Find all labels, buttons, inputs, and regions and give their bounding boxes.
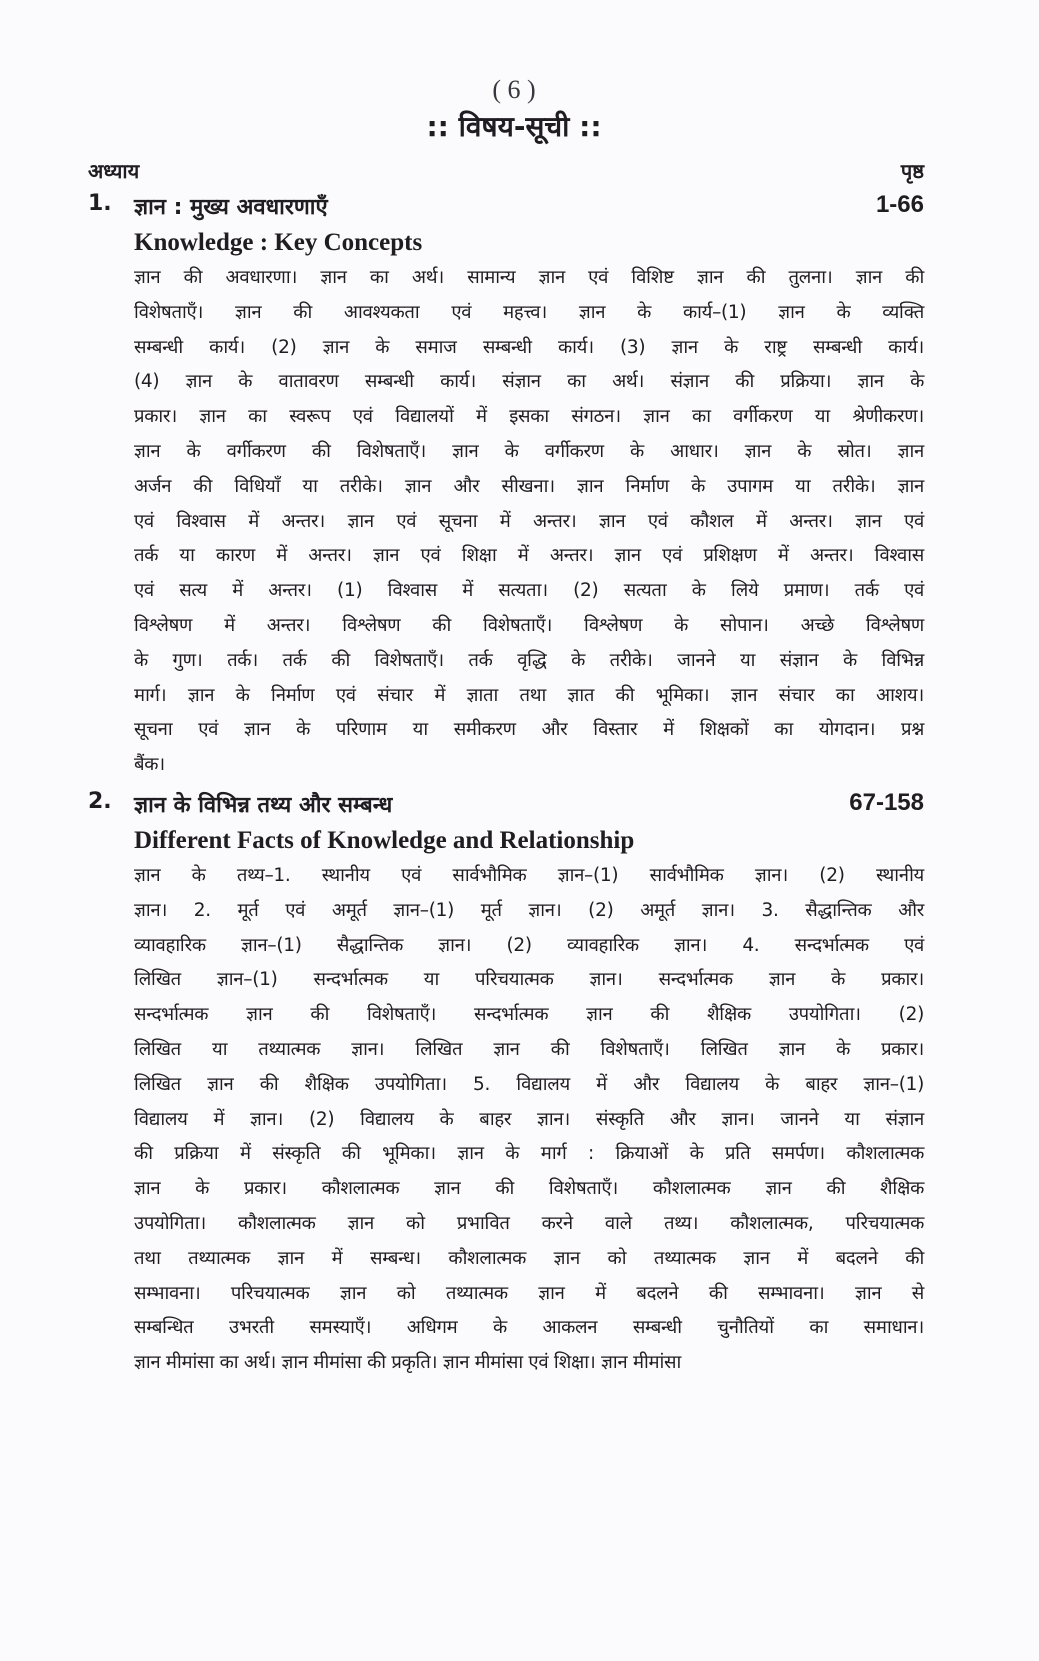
topic-line: सम्बन्धी कार्य। (2) ज्ञान के समाज सम्बन्धी कार्य। (3) ज्ञान के राष्ट्र सम्बन्धी कार्य। — [134, 336, 924, 358]
chapter-title-hindi: ज्ञान के विभिन्न तथ्य और सम्बन्ध — [134, 792, 393, 818]
topic-line: ज्ञान मीमांसा का अर्थ। ज्ञान मीमांसा की प्रकृति। ज्ञान मीमांसा एवं शिक्षा। ज्ञान मीमांसा — [134, 1352, 682, 1374]
topic-line: विशेषताएँ। ज्ञान की आवश्यकता एवं महत्त्व। ज्ञान के कार्य–(1) ज्ञान के व्यक्ति — [134, 301, 924, 323]
topic-line: विद्यालय में ज्ञान। (2) विद्यालय के बाहर ज्ञान। संस्कृति और ज्ञान। जानने या संज्ञान — [134, 1108, 924, 1130]
topic-line: (4) ज्ञान के वातावरण सम्बन्धी कार्य। संज्ञान का अर्थ। संज्ञान की प्रक्रिया। ज्ञान के — [134, 371, 924, 393]
chapter-page-range: 1-66 — [875, 191, 924, 218]
chapter-number: 1. — [88, 191, 112, 216]
chapter-topics — [134, 859, 924, 1381]
topic-line: प्रकार। ज्ञान का स्वरूप एवं विद्यालयों में इसका संगठन। ज्ञान का वर्गीकरण या श्रेणीकरण। — [134, 406, 924, 428]
chapter-heading — [88, 789, 924, 825]
column-headers — [88, 157, 924, 189]
topic-line: सन्दर्भात्मक ज्ञान की विशेषताएँ। सन्दर्भात्मक ज्ञान की शैक्षिक उपयोगिता। (2) — [134, 1004, 924, 1026]
topic-line: विश्लेषण में अन्तर। विश्लेषण की विशेषताएँ। विश्लेषण के सोपान। अच्छे विश्लेषण — [134, 614, 924, 636]
topic-line: के गुण। तर्क। तर्क की विशेषताएँ। तर्क वृद्धि के तरीके। जानने या संज्ञान के विभिन्न — [134, 649, 924, 671]
topic-line: व्यावहारिक ज्ञान–(1) सैद्धान्तिक ज्ञान। (2) व्यावहारिक ज्ञान। 4. सन्दर्भात्मक एवं — [134, 934, 924, 956]
topic-line: लिखित ज्ञान की शैक्षिक उपयोगिता। 5. विद्यालय में और विद्यालय के बाहर ज्ञान–(1) — [134, 1073, 924, 1095]
topic-line: तर्क या कारण में अन्तर। ज्ञान एवं शिक्षा में अन्तर। ज्ञान एवं प्रशिक्षण में अन्तर। विश्वास — [134, 545, 924, 567]
topic-line: एवं विश्वास में अन्तर। ज्ञान एवं सूचना में अन्तर। ज्ञान एवं कौशल में अन्तर। ज्ञान एवं — [134, 510, 924, 532]
topic-line: ज्ञान की अवधारणा। ज्ञान का अर्थ। सामान्य ज्ञान एवं विशिष्ट ज्ञान की तुलना। ज्ञान की — [134, 267, 924, 288]
topic-line: तथा तथ्यात्मक ज्ञान में सम्बन्ध। कौशलात्मक ज्ञान को तथ्यात्मक ज्ञान में बदलने की — [134, 1247, 924, 1269]
topic-line: एवं सत्य में अन्तर। (1) विश्वास में सत्यता। (2) सत्यता के लिये प्रमाण। तर्क एवं — [134, 580, 924, 602]
toc-page — [88, 75, 924, 1381]
topic-line: सम्बन्धित उभरती समस्याएँ। अधिगम के आकलन सम्बन्धी चुनौतियों का समाधान। — [134, 1317, 924, 1339]
topic-line: ज्ञान के प्रकार। कौशलात्मक ज्ञान की विशेषताएँ। कौशलात्मक ज्ञान की शैक्षिक — [134, 1178, 924, 1200]
topic-line: की प्रक्रिया में संस्कृति की भूमिका। ज्ञान के मार्ग : क्रियाओं के प्रति समर्पण। कौशलात्मक — [134, 1143, 924, 1165]
chapter-page-range: 67-158 — [849, 788, 924, 816]
topic-line: लिखित या तथ्यात्मक ज्ञान। लिखित ज्ञान की विशेषताएँ। लिखित ज्ञान के प्रकार। — [134, 1038, 924, 1060]
topic-line: अर्जन की विधियाँ या तरीके। ज्ञान और सीखना। ज्ञान निर्माण के उपागम या तरीके। ज्ञान — [134, 475, 924, 497]
topic-line: लिखित ज्ञान–(1) सन्दर्भात्मक या परिचयात्मक ज्ञान। सन्दर्भात्मक ज्ञान के प्रकार। — [134, 969, 924, 991]
chapter-heading — [88, 191, 924, 227]
chapter-title-english: Knowledge : Key Concepts — [134, 229, 423, 256]
chapter-column-header: अध्याय — [88, 159, 140, 183]
chapter-title-hindi: ज्ञान : मुख्य अवधारणाएँ — [134, 195, 328, 220]
chapter-title-english: Different Facts of Knowledge and Relationship — [134, 826, 635, 854]
topic-line: उपयोगिता। कौशलात्मक ज्ञान को प्रभावित करने वाले तथ्य। कौशलात्मक, परिचयात्मक — [134, 1212, 924, 1234]
page-number: ( 6 ) — [492, 75, 536, 104]
topic-line: मार्ग। ज्ञान के निर्माण एवं संचार में ज्ञाता तथा ज्ञात की भूमिका। ज्ञान संचार का आशय। — [134, 684, 924, 706]
topic-line: बैंक। — [134, 754, 165, 776]
topic-line: सूचना एवं ज्ञान के परिणाम या समीकरण और विस्तार में शिक्षकों का योगदान। प्रश्न — [134, 719, 924, 741]
topic-line: ज्ञान। 2. मूर्त एवं अमूर्त ज्ञान–(1) मूर्त ज्ञान। (2) अमूर्त ज्ञान। 3. सैद्धान्तिक और — [134, 899, 924, 921]
chapter-topics — [134, 261, 924, 783]
toc-title: :: विषय-सूची :: — [426, 110, 602, 143]
topic-line: सम्भावना। परिचयात्मक ज्ञान को तथ्यात्मक ज्ञान में बदलने की सम्भावना। ज्ञान से — [134, 1282, 924, 1304]
chapter-entry — [88, 788, 924, 1381]
topic-line: ज्ञान के वर्गीकरण की विशेषताएँ। ज्ञान के वर्गीकरण के आधार। ज्ञान के स्रोत। ज्ञान — [134, 440, 924, 462]
page-column-header: पृष्ठ — [900, 159, 924, 183]
chapter-entry — [88, 191, 924, 783]
topic-line: ज्ञान के तथ्य–1. स्थानीय एवं सार्वभौमिक ज्ञान–(1) सार्वभौमिक ज्ञान। (2) स्थानीय — [134, 864, 924, 886]
chapter-number: 2. — [88, 788, 112, 814]
